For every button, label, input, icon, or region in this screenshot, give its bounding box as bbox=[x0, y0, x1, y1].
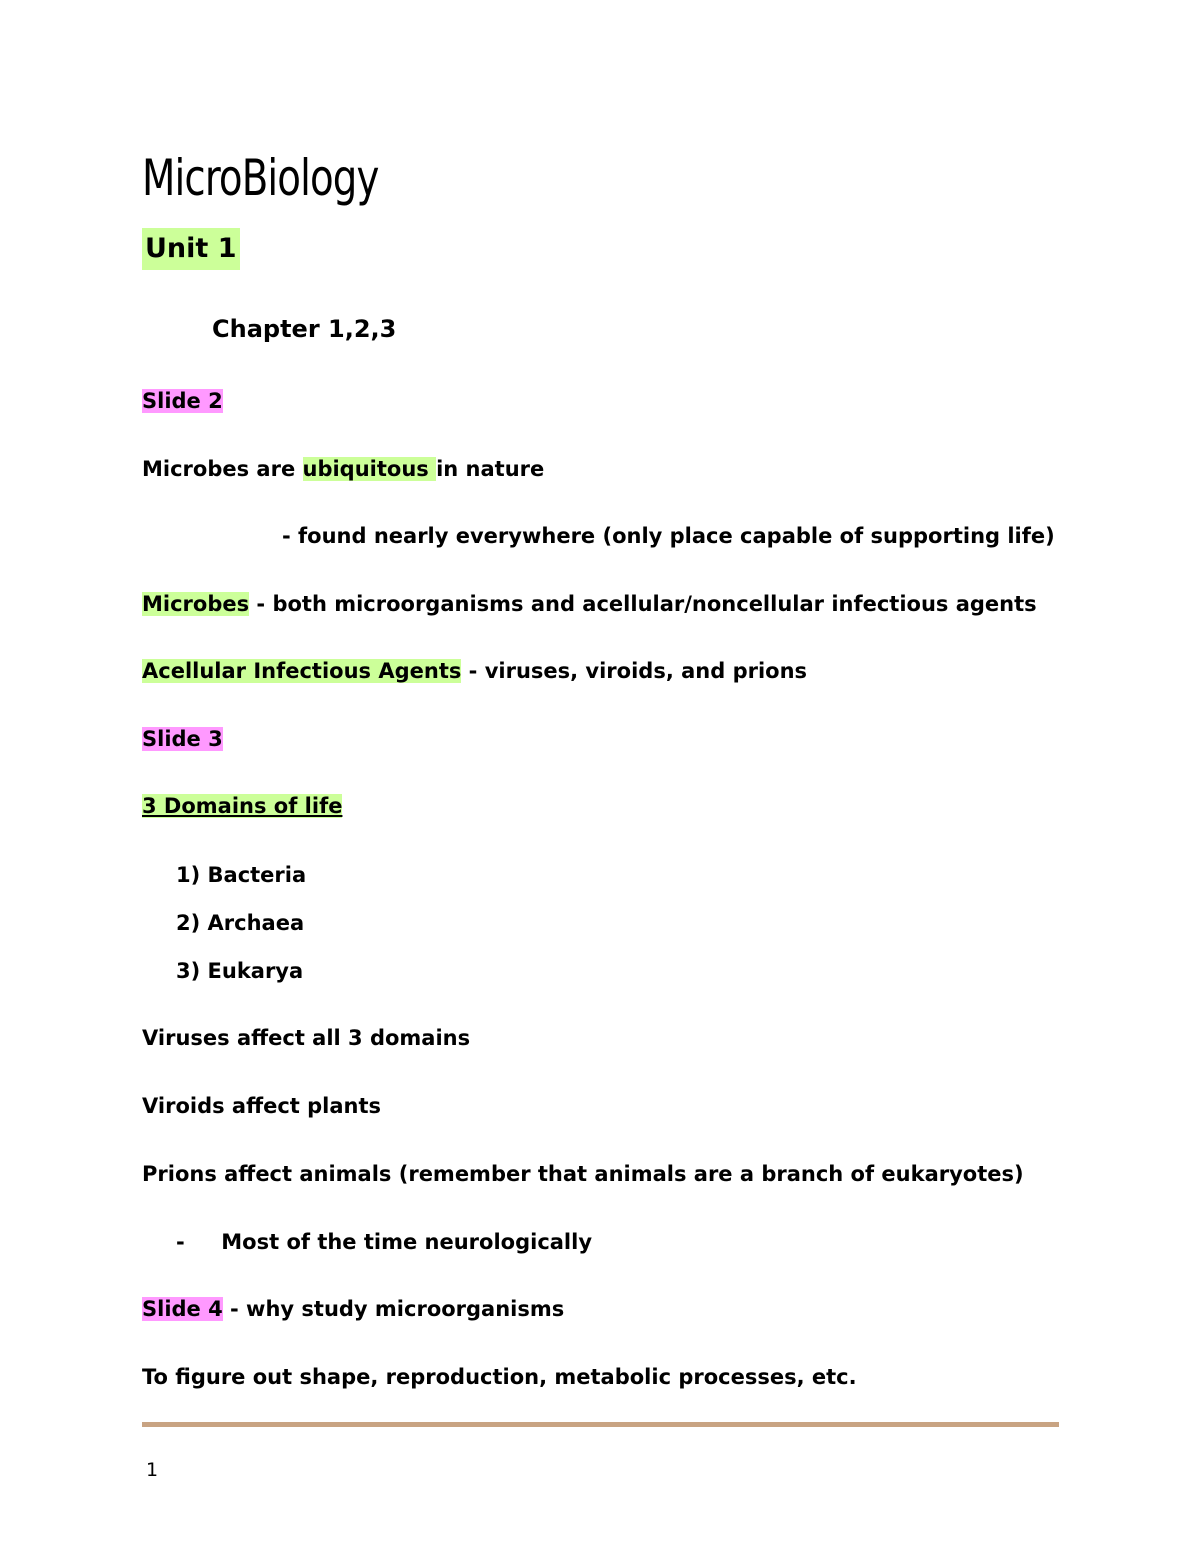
viroids-line: Viroids affect plants bbox=[142, 1094, 382, 1118]
ubiquitous-line bbox=[142, 454, 544, 484]
microbes-term: Microbes bbox=[142, 592, 250, 616]
ubiquitous-term: ubiquitous bbox=[302, 457, 437, 481]
slide-2-label bbox=[142, 386, 223, 416]
chapter-heading: Chapter 1,2,3 bbox=[212, 315, 397, 343]
slide-4-text: - why study microorganisms bbox=[222, 1297, 565, 1321]
microbes-text: - both microorganisms and acellular/noncellular infectious agents bbox=[249, 592, 1037, 616]
page-number: 1 bbox=[146, 1459, 159, 1481]
viruses-line: Viruses affect all 3 domains bbox=[142, 1026, 471, 1050]
document-title: MicroBiology bbox=[142, 149, 379, 207]
domain-item: 2) Archaea bbox=[176, 911, 305, 935]
microbes-definition bbox=[142, 589, 1037, 619]
prions-line: Prions affect animals (remember that animals are a branch of eukaryotes) bbox=[142, 1162, 1024, 1186]
domains-heading-text: 3 Domains of life bbox=[142, 794, 343, 818]
slide-3-label bbox=[142, 724, 223, 754]
acellular-term: Acellular Infectious Agents bbox=[142, 659, 462, 683]
acellular-definition bbox=[142, 656, 807, 686]
acellular-text: - viruses, viroids, and prions bbox=[461, 659, 808, 683]
slide-2-highlight: Slide 2 bbox=[142, 389, 223, 413]
slide-4-highlight: Slide 4 bbox=[142, 1297, 223, 1321]
domain-item: 1) Bacteria bbox=[176, 863, 307, 887]
ubiquitous-suffix: in nature bbox=[436, 457, 545, 481]
slide-4-line bbox=[142, 1294, 564, 1324]
figure-out-line: To figure out shape, reproduction, metabolic processes, etc. bbox=[142, 1365, 857, 1389]
footer-divider bbox=[142, 1422, 1059, 1427]
prions-note: - Most of the time neurologically bbox=[176, 1230, 593, 1254]
domains-heading bbox=[142, 791, 342, 821]
ubiquitous-prefix: Microbes are bbox=[142, 457, 303, 481]
ubiquitous-note: - found nearly everywhere (only place capable of supporting life) bbox=[282, 524, 1055, 548]
slide-3-highlight: Slide 3 bbox=[142, 727, 223, 751]
domain-item: 3) Eukarya bbox=[176, 959, 304, 983]
unit-heading: Unit 1 bbox=[142, 228, 240, 270]
